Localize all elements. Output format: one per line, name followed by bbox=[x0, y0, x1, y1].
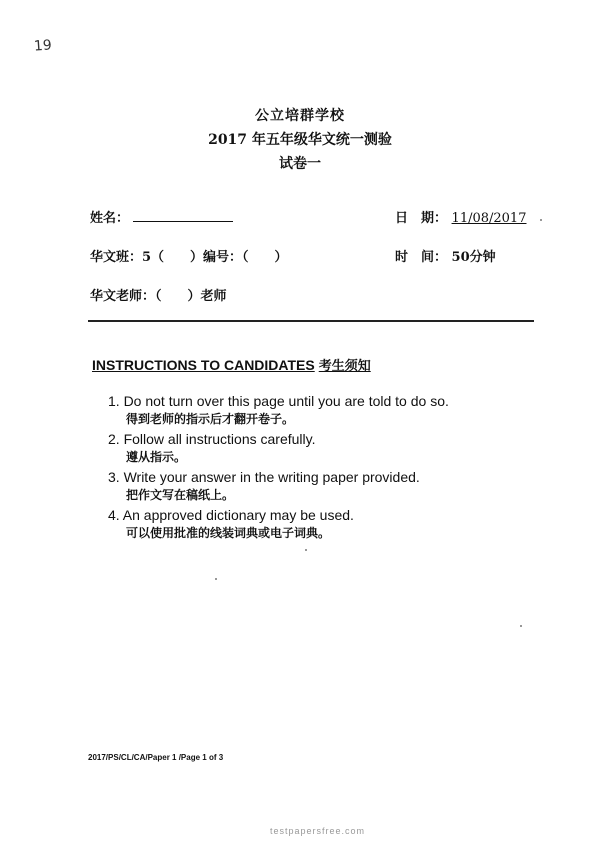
page-footer: 2017/PS/CL/CA/Paper 1 /Page 1 of 3 bbox=[88, 753, 224, 762]
instruction-zh: 遵从指示。 bbox=[126, 450, 187, 464]
scan-speck bbox=[305, 549, 307, 551]
name-row bbox=[90, 207, 233, 226]
time-label: 时 间： bbox=[395, 250, 448, 265]
watermark: testpapersfree.com bbox=[270, 826, 366, 836]
instruction-zh: 得到老师的指示后才翻开卷子。 bbox=[126, 412, 295, 426]
name-label: 姓名： bbox=[90, 211, 130, 226]
instructions-title-zh: 考生须知 bbox=[318, 359, 371, 374]
class-label: 华文班：5（ ）编号：（ ） bbox=[90, 250, 288, 265]
header-divider bbox=[88, 320, 534, 322]
date-label: 日 期： bbox=[395, 211, 448, 226]
instruction-zh: 把作文写在稿纸上。 bbox=[126, 488, 235, 502]
instruction-en: 1. Do not turn over this page until you are told to do so. bbox=[108, 393, 449, 409]
instructions-title-en: INSTRUCTIONS TO CANDIDATES bbox=[92, 357, 315, 373]
list-item bbox=[108, 468, 548, 504]
exam-header bbox=[0, 104, 600, 176]
name-blank bbox=[133, 208, 233, 222]
list-item bbox=[108, 430, 548, 466]
instruction-en: 4. An approved dictionary may be used. bbox=[108, 507, 354, 523]
scan-speck bbox=[520, 625, 522, 627]
date-row bbox=[395, 207, 526, 226]
scan-speck bbox=[540, 219, 542, 221]
class-row bbox=[90, 246, 288, 265]
time-value: 50分钟 bbox=[451, 250, 496, 265]
list-item bbox=[108, 506, 548, 542]
handwritten-page-number: 19 bbox=[33, 37, 53, 55]
teacher-row bbox=[90, 285, 227, 304]
scan-speck bbox=[215, 578, 217, 580]
instruction-en: 2. Follow all instructions carefully. bbox=[108, 431, 316, 447]
date-value: 11/08/2017 bbox=[451, 211, 527, 226]
instruction-en: 3. Write your answer in the writing paper provided. bbox=[108, 469, 420, 485]
instructions-list bbox=[108, 392, 548, 544]
exam-title: 2017 年五年级华文统一测验 bbox=[208, 132, 392, 148]
time-row bbox=[395, 246, 496, 265]
school-name: 公立培群学校 bbox=[255, 108, 345, 124]
instruction-zh: 可以使用批准的线装词典或电子词典。 bbox=[126, 526, 331, 540]
list-item bbox=[108, 392, 548, 428]
teacher-label: 华文老师：（ ）老师 bbox=[90, 289, 227, 304]
instructions-title bbox=[92, 355, 371, 374]
paper-title: 试卷一 bbox=[279, 156, 321, 172]
